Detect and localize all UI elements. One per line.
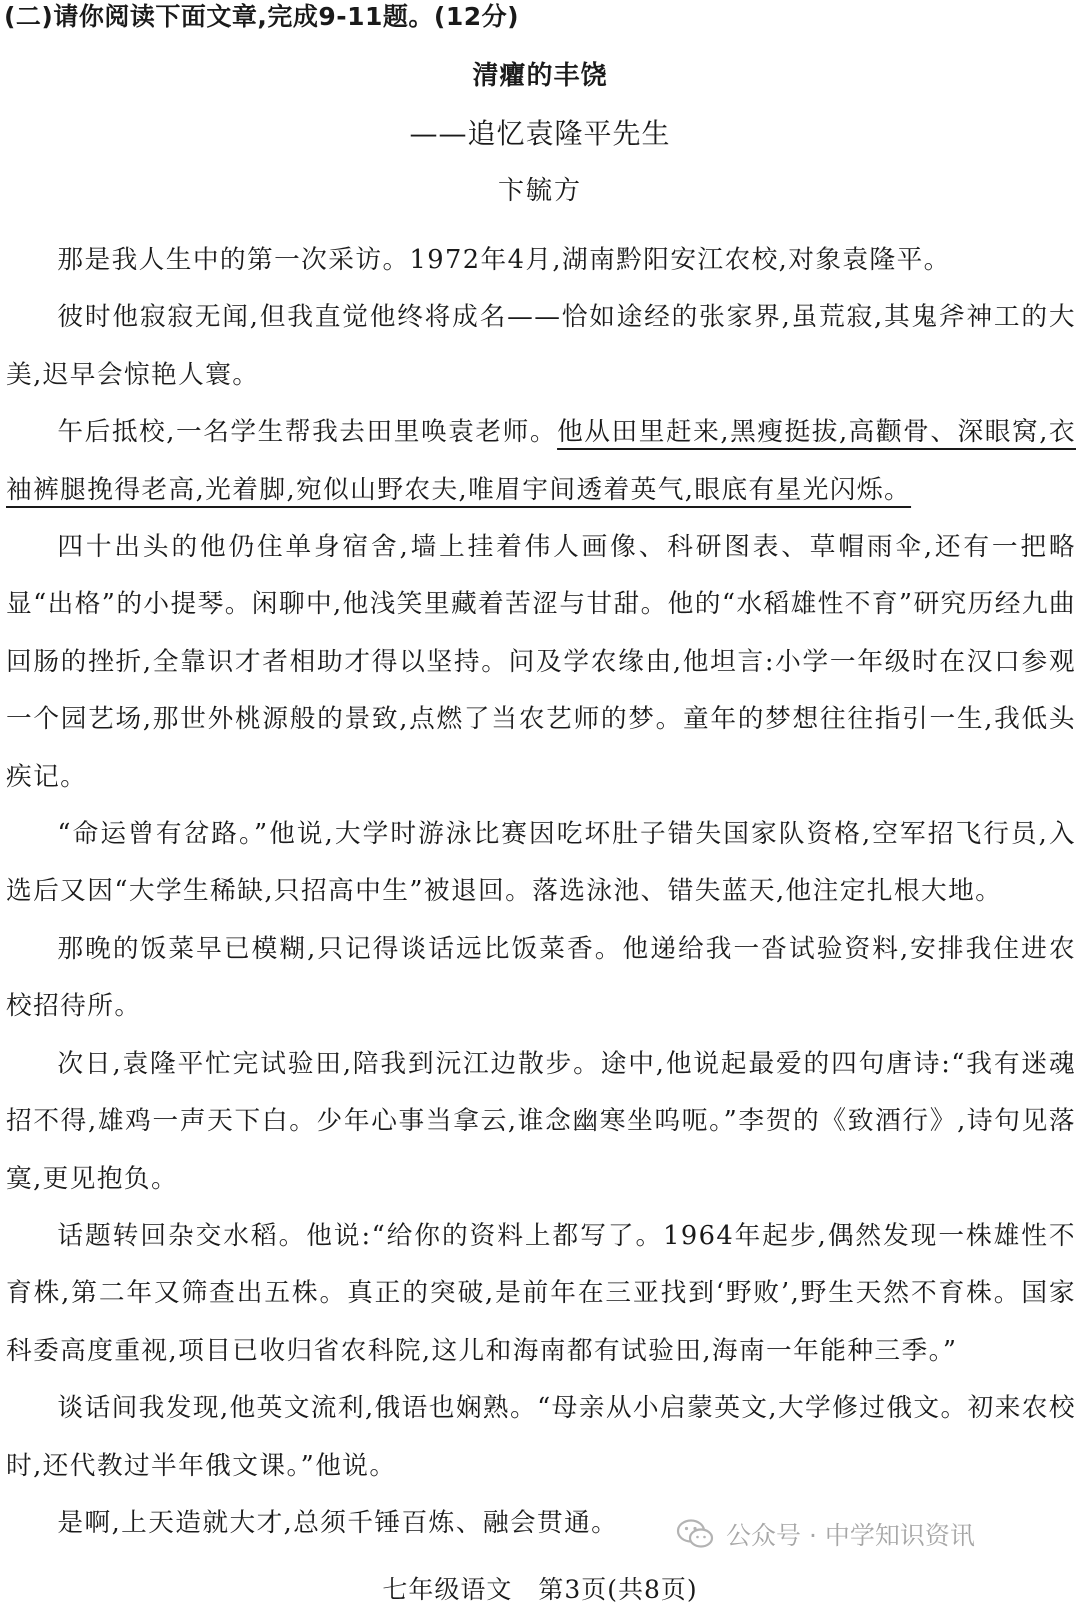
account-watermark <box>676 1514 975 1554</box>
paragraph-7: 次日,袁隆平忙完试验田,陪我到沅江边散步。途中,他说起最爱的四句唐诗:“我有迷魂招不得,雄鸡一声天下白。少年心事当拿云,谁念幽寒坐呜呃。”李贺的《致酒行》,诗句见落寞,更见抱负。 <box>6 1048 1076 1194</box>
paragraph-2: 彼时他寂寂无闻,但我直觉他终将成名——恰如途经的张家界,虽荒寂,其鬼斧神工的大美,迟早会惊艳人寰。 <box>6 302 1076 390</box>
wechat-icon <box>676 1519 714 1549</box>
paragraph-4: 四十出头的他仍住单身宿舍,墙上挂着伟人画像、科研图表、草帽雨伞,还有一把略显“出格”的小提琴。闲聊中,他浅笑里藏着苦涩与甘甜。他的“水稻雄性不育”研究历经九曲回肠的挫折,全靠识才者相助才得以坚持。问及学农缘由,他坦言:小学一年级时在汉口参观一个园艺场,那世外桃源般的景致,点燃了当农艺师的梦。童年的梦想往往指引一生,我低头疾记。 <box>6 532 1076 792</box>
paragraph-3-lead: 午后抵校,一名学生帮我去田里唤袁老师。 <box>57 417 558 448</box>
section-heading: (二)请你阅读下面文章,完成9-11题。(12分) <box>4 2 520 31</box>
article-subtitle: ——追忆袁隆平先生 <box>409 117 671 150</box>
article-title: 清癯的丰饶 <box>472 61 608 91</box>
paragraph-9: 谈话间我发现,他英文流利,俄语也娴熟。“母亲从小启蒙英文,大学修过俄文。初来农校时,还代教过半年俄文课。”他说。 <box>6 1393 1076 1481</box>
paragraph-8: 话题转回杂交水稻。他说:“给你的资料上都写了。1964年起步,偶然发现一株雄性不育株,第二年又筛查出五株。真正的突破,是前年在三亚找到‘野败’,野生天然不育株。国家科委高度重视,项目已收归省农科院,这儿和海南都有试验田,海南一年能种三季。” <box>6 1220 1076 1366</box>
underlined-sentence: 他从田里赶来,黑瘦挺拔,高颧骨、深眼窝,衣袖裤腿挽得老高,光着脚,宛似山野农夫,唯眉宇间透着英气,眼底有星光闪烁。 <box>6 417 1076 505</box>
page-footer: 七年级语文 第3页(共8页) <box>382 1575 698 1604</box>
paragraph-5: “命运曾有岔路。”他说,大学时游泳比赛因吃坏肚子错失国家队资格,空军招飞行员,入选后又因“大学生稀缺,只招高中生”被退回。落选泳池、错失蓝天,他注定扎根大地。 <box>6 819 1076 907</box>
paragraph-10: 是啊,上天造就大才,总须千锤百炼、融会贯通。 <box>57 1507 619 1538</box>
watermark-text: 公众号 · 中学知识资讯 <box>726 1521 975 1550</box>
article-author: 卞毓方 <box>497 176 582 206</box>
paragraph-1: 那是我人生中的第一次采访。1972年4月,湖南黔阳安江农校,对象袁隆平。 <box>57 245 951 275</box>
paragraph-3 <box>6 404 1076 519</box>
article-body <box>6 232 1076 1552</box>
paragraph-6: 那晚的饭菜早已模糊,只记得谈话远比饭菜香。他递给我一沓试验资料,安排我住进农校招待所。 <box>6 933 1076 1022</box>
